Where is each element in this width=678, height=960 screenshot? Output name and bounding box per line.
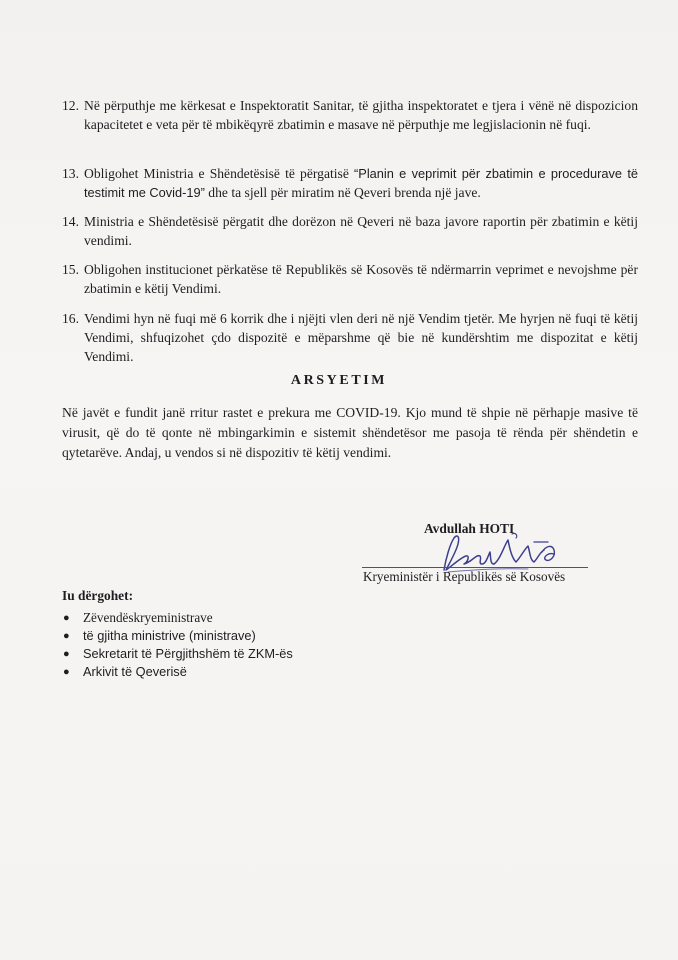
justification-text: Në javët e fundit janë rritur rastet e prekura me COVID-19. Kjo mund të shpie në përhapje masive të virusit, që do të qonte në mbingarkimin e sistemit shëndetësor me pasoja të rënda për shëndetin e qytetarëve. Andaj, u vendos si në dispozitiv të këtij vendimi. xyxy=(62,405,638,460)
article-15 xyxy=(62,260,638,298)
bullet-icon: ● xyxy=(63,612,70,624)
article-12 xyxy=(62,96,638,134)
article-number: 13. xyxy=(62,166,79,181)
list-item: ● Sekretarit të Përgjithshëm të ZKM-ës xyxy=(63,646,293,661)
article-text: Obligohen institucionet përkatëse të Republikës së Kosovës të ndërmarrin veprimet e nevojshme për zbatimin e këtij Vendimi. xyxy=(84,262,638,296)
article-number: 15. xyxy=(62,262,79,277)
distribution-label: Iu dërgohet: xyxy=(62,588,134,603)
signature-line xyxy=(362,567,588,568)
bullet-icon: ● xyxy=(63,630,70,642)
plan-title: “Planin e veprimit për zbatimin e procedurave të testimit me Covid-19” xyxy=(84,166,638,200)
article-13 xyxy=(62,164,638,202)
list-item: ● të gjitha ministrive (ministrave) xyxy=(63,628,256,643)
article-text: Vendimi hyn në fuqi më 6 korrik dhe i njëjti vlen deri në një Vendim tjetër. Me hyrjen në fuqi të këtij Vendimi, shfuqizohet çdo dispozitë e mëparshme që bie në kundërshtim me dispozitat e këtij Vendimi. xyxy=(84,311,638,364)
signer-title: Kryeministër i Republikës së Kosovës xyxy=(363,569,566,584)
article-number: 16. xyxy=(62,311,79,326)
bullet-icon: ● xyxy=(63,666,70,678)
justification-heading: ARSYETIM xyxy=(290,373,388,388)
article-text: Në përputhje me kërkesat e Inspektoratit Sanitar, të gjitha inspektoratet e tjera i vënë në dispozicion kapacitetet e veta për të mbikëqyrë zbatimin e masave në përputhje me legjislacionin në fuqi. xyxy=(84,98,638,132)
article-text: Ministria e Shëndetësisë përgatit dhe dorëzon në Qeveri në baza javore raportin për zbatimin e këtij vendimi. xyxy=(84,214,638,248)
article-14 xyxy=(62,212,638,250)
list-item: ● Zëvendëskryeministrave xyxy=(63,610,213,625)
signer-name: Avdullah HOTI xyxy=(424,521,515,536)
article-number: 14. xyxy=(62,214,79,229)
article-16 xyxy=(62,309,638,366)
recipient-list xyxy=(62,609,293,681)
article-number: 12. xyxy=(62,98,79,113)
bullet-icon: ● xyxy=(63,648,70,660)
article-text: Obligohet Ministria e Shëndetësisë të përgatisë “Planin e veprimit për zbatimin e procedurave të testimit me Covid-19” dhe ta sjell për miratim në Qeveri brenda një jave. xyxy=(84,166,638,200)
list-item: ● Arkivit të Qeverisë xyxy=(63,664,187,679)
